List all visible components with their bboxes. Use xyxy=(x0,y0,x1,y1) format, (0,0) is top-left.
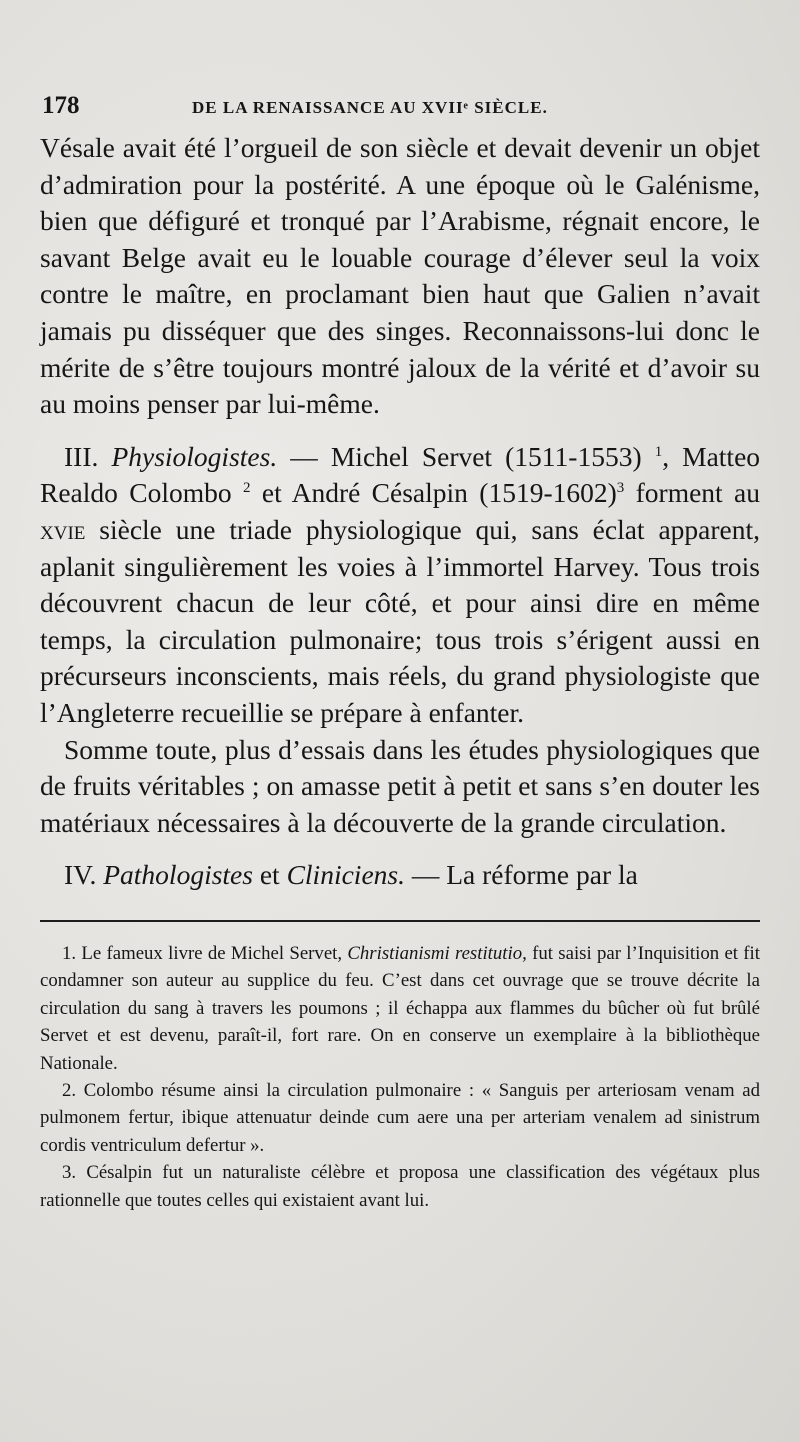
section-iv-paragraph xyxy=(40,857,760,894)
footnote-1-text-a: 1. Le fameux livre de Michel Servet, xyxy=(62,942,343,964)
footnote-ref-2[interactable]: 2 xyxy=(243,480,251,497)
section-iv-dash: — xyxy=(411,859,440,891)
footnote-1-book-title: Christianismi restitutio, xyxy=(347,942,527,964)
section-iv-heading-b: Cliniciens. xyxy=(286,859,405,891)
paragraph-somme-toute: Somme toute, plus d’essais dans les études physiologiques que de fruits véritables ; on amasse petit à petit et sans s’en douter les matériaux nécessaires à la découverte de la grande circulation. xyxy=(40,733,760,838)
section-iv-heading-join: et xyxy=(259,859,280,891)
section-iii-heading: Physiologistes. xyxy=(111,440,278,472)
section-iii-text-c: et André Césalpin (1519-1602) xyxy=(261,477,617,509)
footnote-ref-1[interactable]: 1 xyxy=(654,443,663,460)
section-iii-paragraph xyxy=(40,439,760,732)
section-iii-dash: — xyxy=(290,440,318,472)
footnote-3: 3. Césalpin fut un naturaliste célèbre et proposa une classification des végétaux plus rationnelle que toutes celles qui existaient avant lui. xyxy=(40,1162,760,1211)
section-iii-text-a: Michel Servet (1511-1553) xyxy=(330,440,642,472)
century-numeral: xvie xyxy=(40,513,86,545)
paragraph-vesale: Vésale avait été l’orgueil de son siècle et devait devenir un objet d’admiration pour la postérité. A une époque où le Galénisme, bien que défiguré et tronqué par l’Arabisme, régnait encore, le savant Belge avait eu le louable courage d’élever seul la voix contre le maître, en proclamant bien haut que Galien n’avait jamais pu disséquer que des singes. Reconnaissons-lui donc le mérite de s’être toujours montré jaloux de la vérité et d’avoir su au moins penser par lui-même. xyxy=(40,132,760,420)
paragraph-gap xyxy=(40,423,760,439)
section-iv-text: La réforme par la xyxy=(446,859,638,891)
footnotes xyxy=(40,940,760,1214)
footnote-divider xyxy=(40,920,760,922)
section-iii-text-d: forment au xyxy=(635,477,761,509)
page-number: 178 xyxy=(42,92,80,119)
footnote-1 xyxy=(40,940,760,1077)
section-iv-heading-a: Pathologistes xyxy=(103,859,253,891)
footnote-1-text-b: fut saisi par l’Inquisition et fit condamner son auteur au supplice du feu. C’est dans cet ouvrage que se trouve décrite la circulation du sang à travers les poumons ; il échappa aux flammes du bûcher où fut brûlé Servet et est devenu, paraît-il, fort rare. On en conserve un exemplaire à la bibliothèque Nationale. xyxy=(40,942,760,1074)
section-iii-text-e: siècle une triade physiologique qui, sans éclat apparent, aplanit singulièrement les voies à l’immortel Harvey. Tous trois découvrent chacun de leur côté, et pour ainsi dire en même temps, la circulation pulmonaire; tous trois s’érigent aussi en précurseurs inconscients, mais réels, du grand physiologiste que l’Angleterre recueillie se prépare à enfanter. xyxy=(40,513,760,728)
running-title: DE LA RENAISSANCE AU XVIIᵉ SIÈCLE. xyxy=(192,98,548,117)
footnote-ref-3[interactable]: 3 xyxy=(616,480,625,497)
main-text xyxy=(40,130,760,894)
running-head xyxy=(40,92,760,124)
footnote-2: 2. Colombo résume ainsi la circulation pulmonaire : « Sanguis per arteriosam venam ad pulmonem fertur, ibique attenuatur deinde cum aere una per arteriam venalem ad sinistrum cordis ventriculum defertur ». xyxy=(40,1079,760,1156)
paragraph-gap xyxy=(40,841,760,857)
section-iii-text-b: , Matteo Realdo Colombo xyxy=(40,440,761,509)
section-iii-number: III. xyxy=(64,440,99,472)
section-iv-number: IV. xyxy=(64,859,97,891)
